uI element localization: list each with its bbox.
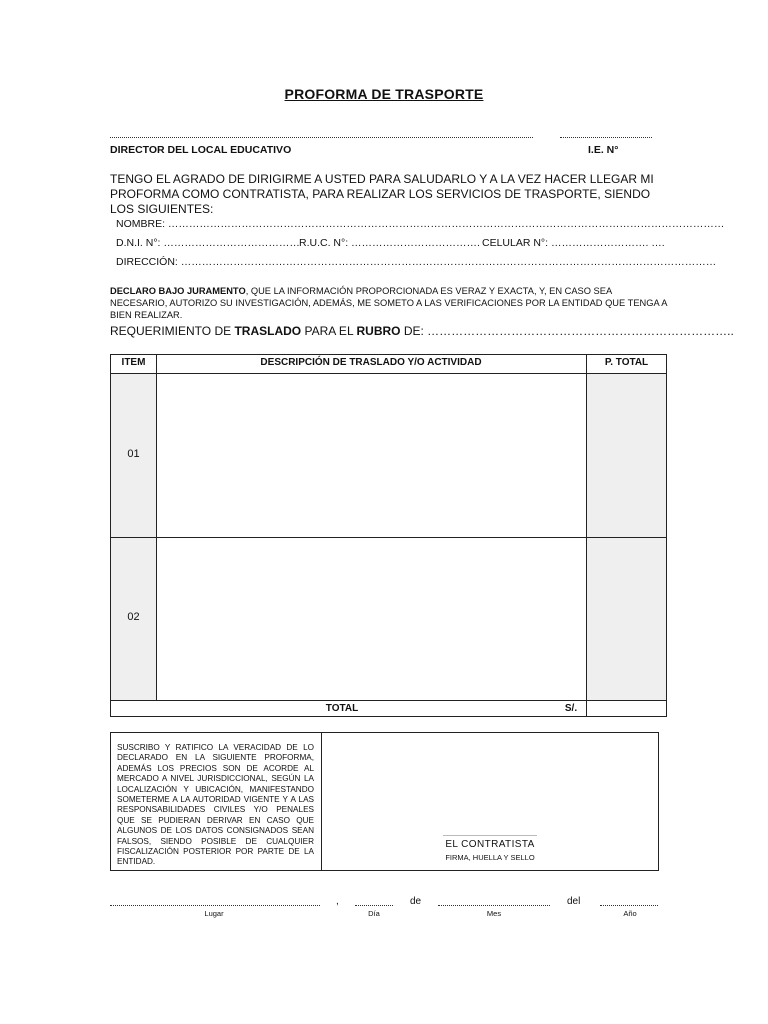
total-divider <box>111 700 666 701</box>
req-bold-rubro: RUBRO <box>356 324 401 338</box>
direccion-field: DIRECCIÓN: ……………………………………………………………………………………………………………………………………… <box>116 256 717 268</box>
de-label: de <box>410 896 422 907</box>
total-label: TOTAL <box>325 703 359 714</box>
caption-anio: Año <box>623 909 637 918</box>
anio-line <box>600 905 658 906</box>
col-divider-item <box>156 355 157 700</box>
header-description: DESCRIPCIÓN DE TRASLADO Y/O ACTIVIDAD <box>260 357 482 368</box>
nombre-field: NOMBRE: …………………………………………………………………………………………………………………………………………… <box>116 218 725 230</box>
header-divider <box>111 373 666 374</box>
req-part2: PARA EL <box>301 324 357 338</box>
item-number-01: 01 <box>127 448 140 460</box>
header-total: P. TOTAL <box>604 357 649 368</box>
del-label: del <box>567 896 581 907</box>
requirement-line <box>110 324 734 338</box>
currency-label: S/. <box>564 703 578 714</box>
declaration-text: , QUE LA INFORMACIÓN PROPORCIONADA ES VERAZ Y EXACTA, Y, EN CASO SEA NECESARIO, AUTORIZO SU INVESTIGACIÓN, ADEMÁS, ME SOMETO A LAS VERIFICACIONES POR LA ENTIDAD QUE TENGA A BIEN REALIZAR. <box>110 286 667 320</box>
req-part3: DE: ………………………………………………………………….. <box>400 324 734 338</box>
celular-field: CELULAR N°: ………………………. …. <box>482 237 665 249</box>
declaration-bold: DECLARO BAJO JURAMENTO <box>110 286 246 296</box>
intro-paragraph: TENGO EL AGRADO DE DIRIGIRME A USTED PARA SALUDARLO Y A LA VEZ HACER LLEGAR MI PROFORMA COMO CONTRATISTA, PARA REALIZAR LOS SERVICIOS DE TRASPORTE, SIENDO LOS SIGUIENTES: <box>110 172 654 216</box>
signature-title: EL CONTRATISTA <box>445 839 535 850</box>
mes-line <box>438 905 550 906</box>
dia-line <box>355 905 393 906</box>
ie-number-line <box>560 137 652 138</box>
caption-lugar: Lugar <box>204 909 224 918</box>
lugar-line <box>110 905 320 906</box>
director-label: DIRECTOR DEL LOCAL EDUCATIVO <box>110 144 292 156</box>
header-item: ITEM <box>121 357 146 368</box>
row-divider <box>111 537 666 538</box>
ruc-field: R.U.C. N°: ………………………………. <box>299 237 480 249</box>
col-divider-total <box>586 355 587 716</box>
director-name-line <box>110 137 533 138</box>
document-title: PROFORMA DE TRASPORTE <box>284 86 484 102</box>
req-bold-traslado: TRASLADO <box>234 324 302 338</box>
box-divider <box>321 733 322 870</box>
dni-field: D.N.I. N°: ………………………………… <box>116 237 300 249</box>
caption-mes: Mes <box>486 909 502 918</box>
req-part1: REQUERIMIENTO DE <box>110 324 235 338</box>
comma-separator: , <box>336 896 339 907</box>
item-number-02: 02 <box>127 611 140 623</box>
sworn-declaration <box>110 285 670 321</box>
ie-label: I.E. N° <box>588 144 619 156</box>
items-table <box>110 354 667 717</box>
signature-line <box>443 835 537 836</box>
affirmation-paragraph: SUSCRIBO Y RATIFICO LA VERACIDAD DE LO DECLARADO EN LA SIGUIENTE PROFORMA, ADEMÁS LOS PRECIOS SON DE ACORDE AL MERCADO A NIVEL JURISDICCIONAL, SEGÚN LA LOCALIZACIÓN Y UBICACIÓN, MANIFESTANDO SOMETERME A LA AUTORIDAD VIGENTE Y A LAS RESPONSABILIDADES CIVILES Y/O PENALES QUE SE PUDIERAN DERIVAR EN CASO QUE ALGUNOS DE LOS DATOS CONSIGNADOS SEAN FALSOS, SIENDO POSIBLE DE CUALQUIER FISCALIZACIÓN POSTERIOR POR PARTE DE LA ENTIDAD. <box>117 743 314 867</box>
affirmation-signature-box <box>110 732 659 871</box>
caption-dia: Día <box>368 909 380 918</box>
signature-subtitle: FIRMA, HUELLA Y SELLO <box>445 853 535 862</box>
